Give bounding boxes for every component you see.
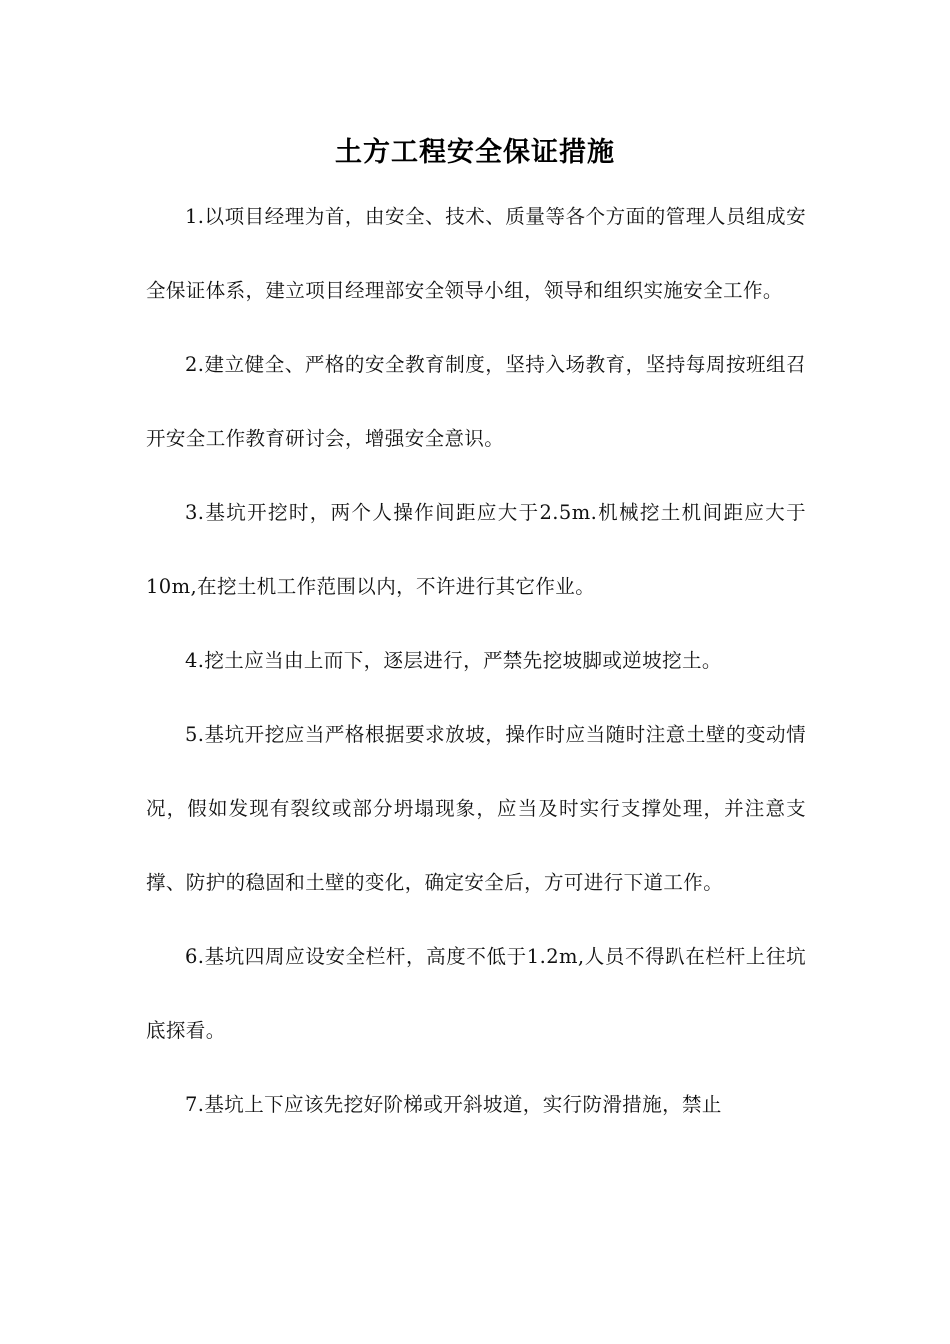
paragraph-5: 5.基坑开挖应当严格根据要求放坡，操作时应当随时注意土壁的变动情况，假如发现有裂纹或部分坍塌现象，应当及时实行支撑处理，并注意支撑、防护的稳固和土壁的变化，确定安全后，方可进行下道工作。 — [146, 723, 806, 894]
paragraph-7: 7.基坑上下应该先挖好阶梯或开斜坡道，实行防滑措施，禁止 — [185, 1093, 722, 1116]
document-title: 土方工程安全保证措施 — [335, 137, 615, 168]
paragraph-4: 4.挖土应当由上而下，逐层进行，严禁先挖坡脚或逆坡挖土。 — [185, 649, 722, 672]
paragraph-3: 3.基坑开挖时，两个人操作间距应大于2.5m.机械挖土机间距应大于10m,在挖土机工作范围以内，不许进行其它作业。 — [146, 501, 806, 598]
paragraph-2: 2.建立健全、严格的安全教育制度，坚持入场教育，坚持每周按班组召开安全工作教育研讨会，增强安全意识。 — [146, 353, 806, 450]
paragraph-1: 1.以项目经理为首，由安全、技术、质量等各个方面的管理人员组成安全保证体系，建立项目经理部安全领导小组，领导和组织实施安全工作。 — [146, 205, 806, 302]
document-body — [146, 180, 806, 1142]
paragraph-6: 6.基坑四周应设安全栏杆，高度不低于1.2m,人员不得趴在栏杆上往坑底探看。 — [146, 945, 806, 1042]
